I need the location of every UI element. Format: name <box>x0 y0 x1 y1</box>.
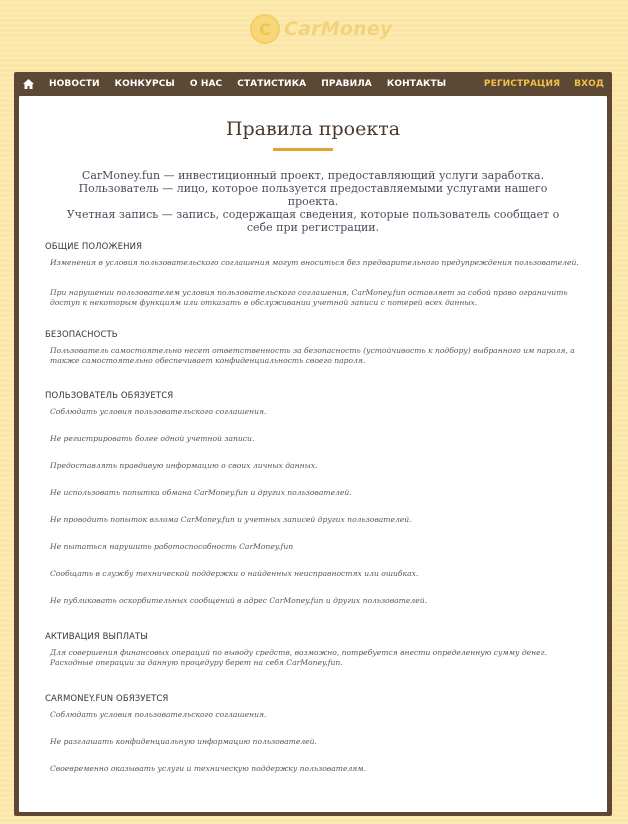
rule-item: Предоставлять правдивую информацию о своих личных данных. <box>50 461 318 470</box>
rule-item: Не использовать попытки обмана CarMoney.fun и других пользователей. <box>50 488 352 497</box>
rule-item: Для совершения финансовых операций по выводу средств, возможно, потребуется внести определенную сумму денег. Расходные операции за данную процедуру берет на себя CarMoney.fun. <box>50 648 547 667</box>
rule-item: При нарушении пользователем условия пользовательского соглашения, CarMoney.fun оставляет за собой право ограничить доступ к некоторым функциям или отказать в обслуживании учетной записи с потерей всех данных. <box>50 288 568 307</box>
nav-item-contacts[interactable]: КОНТАКТЫ <box>386 79 447 89</box>
site-logo[interactable] <box>250 12 393 46</box>
rule-item: Не регистрировать более одной учетной записи. <box>50 434 255 443</box>
page-title: Правила проекта <box>225 118 401 140</box>
main-frame <box>14 72 612 816</box>
title-underline <box>273 148 333 151</box>
login-link[interactable]: ВХОД <box>574 79 604 89</box>
rule-item: Соблюдать условия пользовательского соглашения. <box>50 710 267 719</box>
coin-c-icon: C <box>250 14 280 44</box>
nav-item-contests[interactable]: КОНКУРСЫ <box>114 79 175 89</box>
rule-item: Изменения в условия пользовательского соглашения могут вноситься без предварительного предупреждения пользователей. <box>50 258 579 267</box>
logo-text: CarMoney <box>284 18 393 40</box>
rule-item: Пользователь самостоятельно несет ответственность за безопасность (устойчивость к подбору) выбранного им пароля, а также самостоятельно обеспечивает конфиденциальность своего пароля. <box>50 346 575 365</box>
auth-links <box>474 79 608 89</box>
nav-item-statistics[interactable]: СТАТИСТИКА <box>237 79 307 89</box>
section-heading-general: ОБЩИЕ ПОЛОЖЕНИЯ <box>45 242 143 252</box>
rule-item: Не разглашать конфиденциальную информацию пользователей. <box>50 737 317 746</box>
section-heading-user: ПОЛЬЗОВАТЕЛЬ ОБЯЗУЕТСЯ <box>45 391 174 401</box>
section-heading-payout: АКТИВАЦИЯ ВЫПЛАТЫ <box>45 632 148 642</box>
rule-item: Соблюдать условия пользовательского соглашения. <box>50 407 267 416</box>
home-icon[interactable] <box>16 72 40 96</box>
intro-line: Пользователь — лицо, которое пользуется предоставляемыми услугами нашего проекта. <box>78 182 548 208</box>
section-heading-security: БЕЗОПАСНОСТЬ <box>45 330 118 340</box>
register-link[interactable]: РЕГИСТРАЦИЯ <box>483 79 561 89</box>
intro-block <box>59 169 567 234</box>
rule-item: Не публиковать оскорбительных сообщений в адрес CarMoney.fun и других пользователей. <box>50 596 428 605</box>
intro-line: CarMoney.fun — инвестиционный проект, предоставляющий услуги заработка. <box>81 169 545 182</box>
rule-item: Сообщать в службу технической поддержки о найденных неисправностях или ошибках. <box>50 569 419 578</box>
rule-item: Не пытаться нарушить работоспособность CarMoney.fun <box>50 542 294 551</box>
rules-content <box>19 96 607 812</box>
top-nav <box>14 72 612 96</box>
rule-item: Своевременно оказывать услуги и техническую поддержку пользователям. <box>50 764 367 773</box>
nav-item-rules[interactable]: ПРАВИЛА <box>321 79 372 89</box>
intro-line: Учетная запись — запись, содержащая сведения, которые пользователь сообщает о себе при регистрации. <box>66 208 560 234</box>
rule-item: Не проводить попыток взлома CarMoney.fun и учетных записей других пользователей. <box>50 515 412 524</box>
nav-item-about[interactable]: О НАС <box>189 79 223 89</box>
section-heading-project: CARMONEY.FUN ОБЯЗУЕТСЯ <box>45 694 169 704</box>
nav-item-news[interactable]: НОВОСТИ <box>49 79 100 89</box>
